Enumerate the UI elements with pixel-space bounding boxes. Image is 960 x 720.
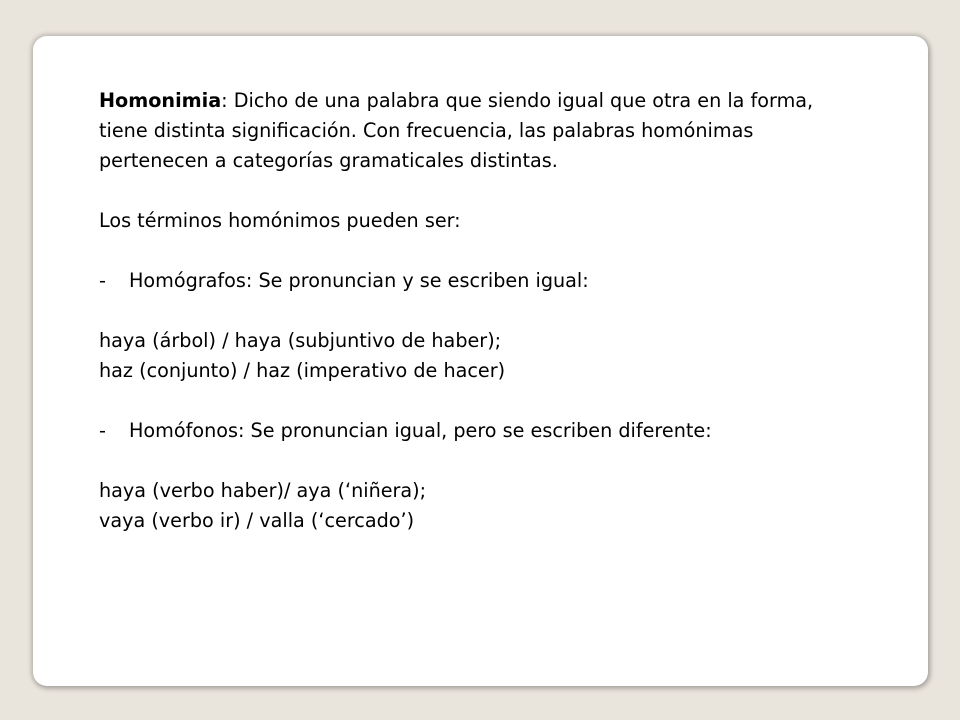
bullet-marker: -: [99, 269, 106, 292]
bullet-marker: -: [99, 419, 106, 442]
slide-content: [99, 86, 859, 536]
definition-term: Homonimia: [99, 89, 222, 112]
bullet-homofonos-text: Homófonos: Se pronuncian igual, pero se escriben diferente:: [129, 419, 712, 442]
example-line: haz (conjunto) / haz (imperativo de hacer): [99, 359, 506, 382]
bullet-homografos-text: Homógrafos: Se pronuncian y se escriben igual:: [129, 269, 589, 292]
bullet-homofonos: [99, 416, 859, 446]
example-line: haya (verbo haber)/ aya (‘niñera);: [99, 479, 427, 502]
example-line: vaya (verbo ir) / valla (‘cercado’): [99, 509, 415, 532]
definition-paragraph: [99, 86, 859, 176]
bullet-homografos: [99, 266, 859, 296]
example-line: haya (árbol) / haya (subjuntivo de haber);: [99, 329, 502, 352]
definition-text: : Dicho de una palabra que siendo igual que otra en la forma, tiene distinta significación. Con frecuencia, las palabras homónimas pertenecen a categorías gramaticales distintas.: [99, 89, 814, 172]
intro-text: Los términos homónimos pueden ser:: [99, 209, 461, 232]
